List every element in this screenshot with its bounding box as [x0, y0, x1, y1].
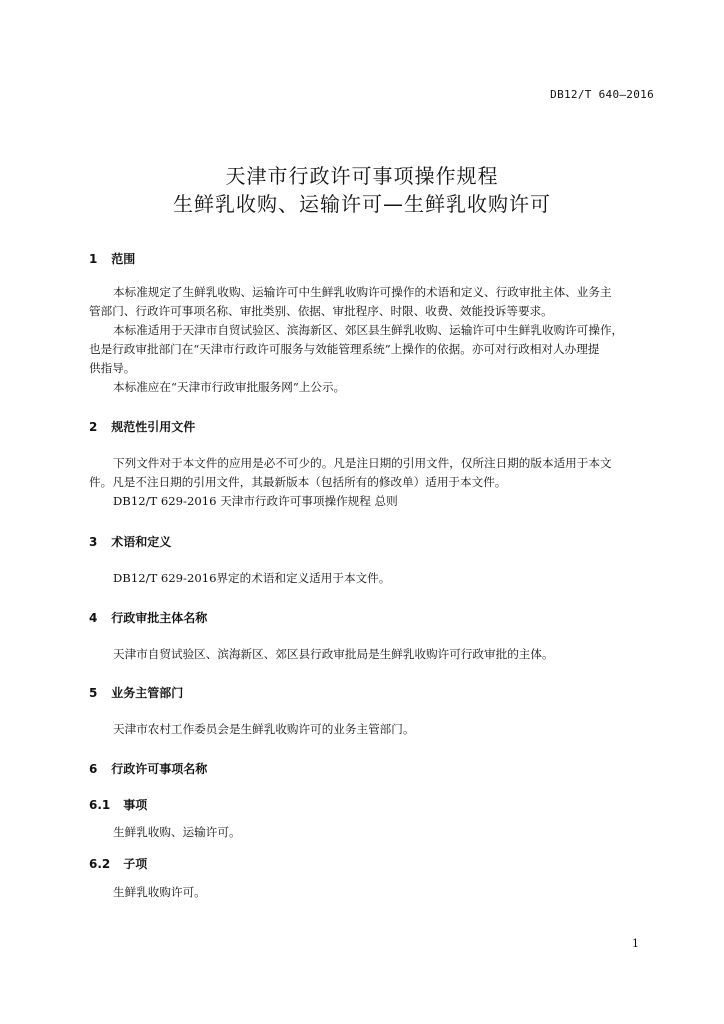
- paragraph-line: 件。凡是不注日期的引用文件，其最新版本（包括所有的修改单）适用于本文件。: [89, 475, 507, 489]
- paragraph-line: 天津市农村工作委员会是生鲜乳收购许可的业务主管部门。: [113, 722, 415, 736]
- section-number: 4: [89, 611, 98, 625]
- section-heading-5: [89, 684, 183, 701]
- subsection-heading-6-2: [89, 855, 147, 872]
- section-heading-4: [89, 609, 207, 626]
- paragraph-line: 本标准适用于天津市自贸试验区、滨海新区、郊区县生鲜乳收购、运输许可中生鲜乳收购许可操作，: [113, 323, 624, 337]
- paragraph-line: 本标准规定了生鲜乳收购、运输许可中生鲜乳收购许可操作的术语和定义、行政审批主体、业务主: [113, 285, 612, 299]
- section-1-paragraph-2: [89, 321, 655, 378]
- section-number: 2: [89, 420, 98, 434]
- paragraph-line: 也是行政审批部门在“天津市行政许可服务与效能管理系统”上操作的依据。亦可对行政相对人办理提: [89, 342, 600, 356]
- subsection-title: 子项: [123, 857, 148, 871]
- section-number: 3: [89, 535, 98, 549]
- section-number: 1: [89, 252, 98, 266]
- section-title: 规范性引用文件: [111, 420, 196, 434]
- paragraph-line: 供指导。: [89, 361, 136, 375]
- paragraph-line: 下列文件对于本文件的应用是必不可少的。凡是注日期的引用文件，仅所注日期的版本适用于本文: [113, 456, 612, 470]
- document-title-line1: 天津市行政许可事项操作规程: [225, 164, 499, 188]
- subsection-6-1-text: [89, 823, 655, 842]
- subsection-number: 6.2: [89, 857, 111, 871]
- section-3-paragraph-1: [89, 569, 655, 588]
- subsection-number: 6.1: [89, 798, 111, 812]
- section-heading-1: [89, 250, 135, 267]
- section-title: 术语和定义: [111, 535, 172, 549]
- document-code: DB12/T 640—2016: [550, 88, 654, 101]
- section-1-paragraph-3: [89, 378, 655, 397]
- paragraph-line: 管部门、行政许可事项名称、审批类别、依据、审批程序、时限、收费、效能投诉等要求。: [89, 304, 553, 318]
- document-title-line2: 生鲜乳收购、运输许可—生鲜乳收购许可: [173, 192, 551, 216]
- paragraph-line: 天津市自贸试验区、滨海新区、郊区县行政审批局是生鲜乳收购许可行政审批的主体。: [113, 647, 554, 661]
- paragraph-line: 生鲜乳收购许可。: [113, 885, 206, 899]
- paragraph-line: 本标准应在“天津市行政审批服务网”上公示。: [113, 380, 346, 394]
- reference-line: DB12/T 629-2016 天津市行政许可事项操作规程 总则: [113, 494, 398, 508]
- page-number: 1: [632, 937, 639, 950]
- paragraph-line: DB12/T 629-2016界定的术语和定义适用于本文件。: [113, 571, 391, 585]
- section-1-paragraph-1: [89, 283, 655, 321]
- section-title: 行政审批主体名称: [111, 611, 208, 625]
- section-title: 行政许可事项名称: [111, 762, 208, 776]
- section-5-paragraph-1: [89, 720, 655, 739]
- section-heading-6: [89, 760, 207, 777]
- section-4-paragraph-1: [89, 645, 655, 664]
- subsection-title: 事项: [123, 798, 148, 812]
- section-2-reference: [89, 492, 655, 511]
- section-title: 业务主管部门: [111, 686, 184, 700]
- section-title: 范围: [111, 252, 136, 266]
- paragraph-line: 生鲜乳收购、运输许可。: [113, 825, 241, 839]
- section-heading-2: [89, 418, 195, 435]
- section-number: 5: [89, 686, 98, 700]
- subsection-heading-6-1: [89, 796, 147, 813]
- section-2-paragraph-1: [89, 454, 655, 492]
- subsection-6-2-text: [89, 883, 655, 902]
- section-heading-3: [89, 533, 171, 550]
- section-number: 6: [89, 762, 98, 776]
